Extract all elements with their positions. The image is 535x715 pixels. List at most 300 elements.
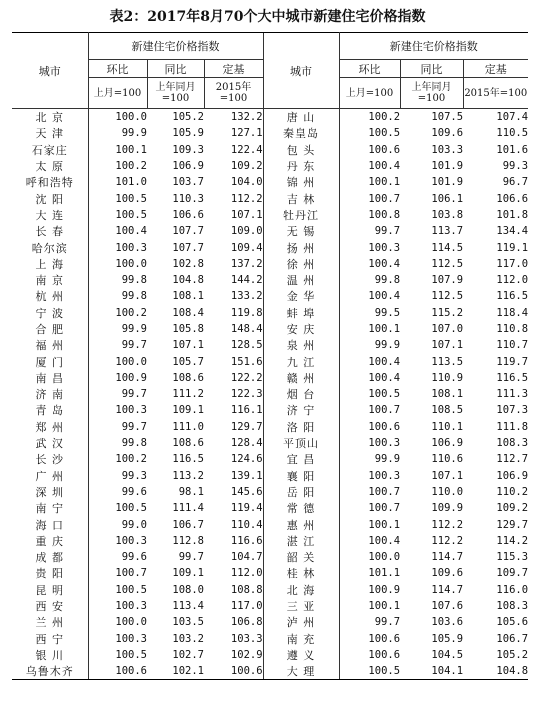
left-city-cell: 西 宁: [12, 631, 88, 647]
left-city-cell: 合 肥: [12, 321, 88, 337]
left-base-cell: 127.1: [230, 127, 263, 140]
right-mom-cell: 100.4: [368, 257, 401, 270]
left-yoy-cell: 108.0: [172, 583, 204, 596]
left-city-cell: 南 宁: [12, 500, 88, 516]
left-base-cell: 117.0: [230, 600, 263, 613]
right-mom-cell: 100.0: [368, 551, 401, 564]
table-row: [12, 516, 528, 532]
table-row: [12, 598, 528, 614]
left-base-cell: 116.1: [230, 404, 263, 417]
left-city-cell: 呼和浩特: [12, 174, 88, 190]
right-yoy-cell: 107.1: [431, 469, 464, 482]
left-mom-cell: 100.5: [115, 502, 147, 515]
right-yoy-cell: 109.6: [431, 567, 464, 580]
left-mom-cell: 100.5: [115, 583, 147, 596]
left-base-cell: 129.7: [230, 420, 263, 433]
right-city-cell: 烟 台: [263, 386, 339, 402]
table-row: [12, 321, 528, 337]
right-mom-cell: 100.7: [368, 404, 401, 417]
left-mom-cell: 100.6: [88, 663, 147, 680]
right-base-cell: 110.8: [496, 323, 529, 335]
left-yoy-cell: 105.9: [172, 127, 204, 140]
left-base-cell: 128.4: [230, 437, 263, 450]
table-row: [12, 582, 528, 598]
left-city-cell: 长 沙: [12, 451, 88, 467]
right-city-cell: 平顶山: [263, 435, 339, 451]
city-header-left: 城市: [12, 33, 88, 109]
left-mom-cell: 100.5: [115, 648, 147, 661]
left-city-cell: 银 川: [12, 647, 88, 663]
right-city-cell: 大 理: [263, 663, 339, 680]
left-yoy-cell: 105.8: [172, 323, 204, 335]
right-base-cell: 106.7: [496, 632, 529, 645]
right-mom-cell: 100.4: [368, 160, 401, 173]
fixed-base-right: 2015年=100: [463, 78, 528, 109]
left-city-cell: 福 州: [12, 337, 88, 353]
right-base-cell: 129.7: [496, 518, 529, 531]
left-city-cell: 贵 阳: [12, 565, 88, 581]
right-mom-cell: 100.4: [368, 355, 401, 368]
right-city-cell: 无 锡: [263, 223, 339, 239]
table-row: [12, 353, 528, 369]
left-base-cell: 104.0: [230, 176, 263, 189]
left-city-cell: 上 海: [12, 256, 88, 272]
right-yoy-cell: 110.6: [431, 453, 464, 466]
left-base-cell: 109.2: [230, 160, 263, 173]
left-yoy-cell: 105.7: [172, 355, 204, 368]
left-base-cell: 116.6: [230, 534, 263, 547]
left-city-cell: 南 京: [12, 272, 88, 288]
right-mom-cell: 99.7: [374, 225, 401, 238]
left-mom-cell: 100.3: [115, 241, 147, 254]
mom-base-right: 上月=100: [339, 78, 400, 109]
right-mom-cell: 100.6: [368, 420, 401, 433]
table-row: [12, 158, 528, 174]
table-row: [12, 435, 528, 451]
left-mom-cell: 100.0: [115, 111, 147, 124]
right-city-cell: 三 亚: [263, 598, 339, 614]
left-yoy-cell: 116.5: [172, 453, 204, 466]
right-mom-cell: 99.5: [374, 306, 401, 319]
right-base-cell: 119.7: [496, 355, 529, 368]
left-yoy-cell: 105.2: [172, 111, 204, 124]
right-base-cell: 101.8: [496, 208, 529, 221]
right-city-cell: 丹 东: [263, 158, 339, 174]
right-yoy-cell: 104.1: [400, 663, 463, 680]
right-mom-cell: 100.6: [368, 648, 401, 661]
left-yoy-cell: 102.1: [147, 663, 204, 680]
left-mom-cell: 99.6: [121, 485, 147, 498]
right-yoy-cell: 106.9: [431, 437, 464, 450]
right-base-cell: 108.3: [496, 600, 529, 613]
right-city-cell: 唐 山: [263, 109, 339, 126]
left-base-cell: 122.3: [230, 388, 263, 401]
left-mom-cell: 99.7: [121, 420, 147, 433]
right-yoy-cell: 115.2: [431, 306, 464, 319]
right-base-cell: 111.8: [496, 420, 529, 433]
left-base-cell: 100.6: [204, 663, 263, 680]
right-mom-cell: 100.1: [368, 600, 401, 613]
left-city-cell: 沈 阳: [12, 190, 88, 206]
right-yoy-cell: 113.5: [431, 355, 464, 368]
right-mom-cell: 100.3: [368, 241, 401, 254]
right-yoy-cell: 104.5: [431, 648, 464, 661]
right-city-cell: 扬 州: [263, 239, 339, 255]
left-city-cell: 西 安: [12, 598, 88, 614]
left-base-cell: 103.3: [230, 632, 263, 645]
left-yoy-cell: 98.1: [178, 485, 204, 498]
right-city-cell: 包 头: [263, 142, 339, 158]
left-base-cell: 106.8: [230, 616, 263, 629]
left-city-cell: 青 岛: [12, 402, 88, 418]
right-base-cell: 116.5: [496, 371, 529, 384]
left-yoy-cell: 109.3: [172, 143, 204, 156]
left-mom-cell: 100.0: [115, 355, 147, 368]
table-row: [12, 549, 528, 565]
price-index-table: [12, 32, 528, 680]
right-mom-cell: 100.7: [368, 192, 401, 205]
right-city-cell: 宜 昌: [263, 451, 339, 467]
left-yoy-cell: 107.7: [172, 241, 204, 254]
right-city-cell: 泉 州: [263, 337, 339, 353]
right-yoy-cell: 107.1: [431, 339, 464, 352]
left-base-cell: 104.7: [230, 551, 263, 564]
right-mom-cell: 100.3: [368, 469, 401, 482]
right-city-cell: 金 华: [263, 288, 339, 304]
left-yoy-cell: 104.8: [172, 274, 204, 287]
right-base-cell: 116.5: [496, 290, 529, 303]
left-mom-cell: 100.2: [115, 306, 147, 319]
left-yoy-cell: 112.8: [172, 534, 204, 547]
right-yoy-cell: 110.9: [431, 371, 464, 384]
left-mom-cell: 99.7: [121, 388, 147, 401]
right-yoy-cell: 103.8: [431, 208, 464, 221]
right-mom-cell: 100.3: [368, 437, 401, 450]
left-yoy-cell: 99.7: [178, 551, 204, 564]
right-mom-cell: 100.8: [368, 208, 401, 221]
right-city-cell: 牡丹江: [263, 207, 339, 223]
left-mom-cell: 99.8: [121, 274, 147, 287]
left-yoy-cell: 106.9: [172, 160, 204, 173]
left-yoy-cell: 102.8: [172, 257, 204, 270]
left-mom-cell: 99.3: [121, 469, 147, 482]
right-city-cell: 南 充: [263, 631, 339, 647]
left-yoy-cell: 106.7: [172, 518, 204, 531]
table-row: [12, 451, 528, 467]
table-row: [12, 533, 528, 549]
right-base-cell: 112.7: [496, 453, 529, 466]
left-base-cell: 102.9: [230, 648, 263, 661]
right-yoy-cell: 107.0: [431, 323, 464, 335]
right-yoy-cell: 110.0: [431, 485, 464, 498]
right-yoy-cell: 112.2: [431, 518, 464, 531]
right-city-cell: 湛 江: [263, 533, 339, 549]
right-base-cell: 117.0: [496, 257, 529, 270]
table-row: [12, 272, 528, 288]
right-yoy-cell: 108.5: [431, 404, 464, 417]
right-base-cell: 112.0: [496, 274, 529, 287]
left-city-cell: 南 昌: [12, 370, 88, 386]
left-city-cell: 乌鲁木齐: [12, 663, 88, 680]
left-mom-cell: 100.3: [115, 534, 147, 547]
left-city-cell: 太 原: [12, 158, 88, 174]
left-yoy-cell: 107.7: [172, 225, 204, 238]
table-row: [12, 631, 528, 647]
table-row: [12, 647, 528, 663]
left-city-cell: 天 津: [12, 125, 88, 141]
right-mom-cell: 100.4: [368, 371, 401, 384]
right-city-cell: 洛 阳: [263, 419, 339, 435]
right-yoy-cell: 109.9: [431, 502, 464, 515]
table-row: [12, 614, 528, 630]
right-mom-cell: 100.5: [368, 127, 401, 140]
left-city-cell: 昆 明: [12, 582, 88, 598]
left-yoy-cell: 110.3: [172, 192, 204, 205]
left-base-cell: 109.4: [230, 241, 263, 254]
right-yoy-cell: 108.1: [431, 388, 464, 401]
left-yoy-cell: 109.1: [172, 404, 204, 417]
right-base-cell: 104.8: [463, 663, 528, 680]
right-base-cell: 106.9: [496, 469, 529, 482]
right-city-cell: 锦 州: [263, 174, 339, 190]
right-yoy-cell: 114.7: [431, 583, 464, 596]
right-base-cell: 105.2: [496, 648, 529, 661]
right-mom-cell: 99.7: [374, 616, 401, 629]
right-yoy-cell: 113.7: [431, 225, 464, 238]
left-yoy-cell: 108.6: [172, 371, 204, 384]
right-mom-cell: 99.8: [374, 274, 401, 287]
left-mom-cell: 99.0: [121, 518, 147, 531]
left-city-cell: 成 都: [12, 549, 88, 565]
right-yoy-cell: 107.5: [431, 111, 464, 124]
right-city-cell: 岳 阳: [263, 484, 339, 500]
left-city-cell: 郑 州: [12, 419, 88, 435]
table-row: [12, 500, 528, 516]
right-mom-cell: 100.1: [368, 518, 401, 531]
table-row: [12, 663, 528, 680]
right-base-cell: 96.7: [502, 176, 529, 189]
right-mom-cell: 101.1: [368, 567, 401, 580]
right-base-cell: 105.6: [496, 616, 529, 629]
yoy-base-left: 上年同月=100: [147, 78, 204, 109]
yoy-header-right: 同比: [400, 60, 463, 78]
left-yoy-cell: 108.4: [172, 306, 204, 319]
table-row: [12, 386, 528, 402]
right-mom-cell: 100.5: [368, 388, 401, 401]
yoy-header-left: 同比: [147, 60, 204, 78]
left-mom-cell: 100.5: [115, 192, 147, 205]
left-yoy-cell: 103.5: [172, 616, 204, 629]
left-yoy-cell: 111.0: [172, 420, 204, 433]
table-row: [12, 190, 528, 206]
base-header-left: 定基: [204, 60, 263, 78]
right-city-cell: 襄 阳: [263, 468, 339, 484]
left-city-cell: 武 汉: [12, 435, 88, 451]
right-base-cell: 118.4: [496, 306, 529, 319]
left-base-cell: 122.4: [230, 143, 263, 156]
right-base-cell: 115.3: [496, 551, 529, 564]
left-base-cell: 128.5: [230, 339, 263, 352]
right-base-cell: 110.7: [496, 339, 529, 352]
right-yoy-cell: 101.9: [431, 176, 464, 189]
left-base-cell: 109.0: [230, 225, 263, 238]
left-city-cell: 宁 波: [12, 305, 88, 321]
table-row: [12, 468, 528, 484]
right-mom-cell: 100.1: [368, 176, 401, 189]
table-row: [12, 223, 528, 239]
left-base-cell: 108.8: [230, 583, 263, 596]
right-mom-cell: 100.1: [368, 323, 401, 335]
left-city-cell: 兰 州: [12, 614, 88, 630]
left-mom-cell: 100.4: [115, 225, 147, 238]
left-yoy-cell: 108.1: [172, 290, 204, 303]
left-mom-cell: 100.7: [115, 567, 147, 580]
yoy-base-right: 上年同月=100: [400, 78, 463, 109]
right-city-cell: 秦皇岛: [263, 125, 339, 141]
right-city-cell: 徐 州: [263, 256, 339, 272]
right-city-cell: 赣 州: [263, 370, 339, 386]
left-yoy-cell: 113.2: [172, 469, 204, 482]
left-base-cell: 107.1: [230, 208, 263, 221]
left-yoy-cell: 113.4: [172, 600, 204, 613]
right-base-cell: 106.6: [496, 192, 529, 205]
left-mom-cell: 100.3: [115, 404, 147, 417]
right-base-cell: 111.3: [496, 388, 529, 401]
right-yoy-cell: 109.6: [431, 127, 464, 140]
table-row: [12, 174, 528, 190]
right-city-cell: 北 海: [263, 582, 339, 598]
right-base-cell: 107.3: [496, 404, 529, 417]
left-city-cell: 哈尔滨: [12, 239, 88, 255]
table-row: [12, 402, 528, 418]
left-base-cell: 132.2: [230, 111, 263, 124]
right-base-cell: 99.3: [502, 160, 529, 173]
left-base-cell: 122.2: [230, 371, 263, 384]
left-base-cell: 145.6: [230, 485, 263, 498]
table-row: [12, 419, 528, 435]
left-mom-cell: 100.0: [115, 257, 147, 270]
right-base-cell: 109.2: [496, 502, 529, 515]
table-row: [12, 370, 528, 386]
right-yoy-cell: 114.5: [431, 241, 464, 254]
right-yoy-cell: 110.1: [431, 420, 464, 433]
left-mom-cell: 99.7: [121, 339, 147, 352]
left-base-cell: 110.4: [230, 518, 263, 531]
right-city-cell: 桂 林: [263, 565, 339, 581]
left-mom-cell: 100.5: [115, 208, 147, 221]
left-base-cell: 137.2: [230, 257, 263, 270]
city-header-right: 城市: [263, 33, 339, 109]
right-city-cell: 九 江: [263, 353, 339, 369]
table-row: [12, 484, 528, 500]
table-row: [12, 305, 528, 321]
table-row: [12, 256, 528, 272]
right-base-cell: 110.5: [496, 127, 529, 140]
right-city-cell: 遵 义: [263, 647, 339, 663]
left-mom-cell: 100.1: [115, 143, 147, 156]
right-base-cell: 114.2: [496, 534, 529, 547]
right-yoy-cell: 101.9: [431, 160, 464, 173]
fixed-base-left: 2015年=100: [204, 78, 263, 109]
left-yoy-cell: 109.1: [172, 567, 204, 580]
base-header-right: 定基: [463, 60, 528, 78]
left-mom-cell: 101.0: [115, 176, 147, 189]
right-mom-cell: 100.7: [368, 502, 401, 515]
right-mom-cell: 100.5: [339, 663, 400, 680]
left-mom-cell: 100.0: [115, 616, 147, 629]
left-base-cell: 144.2: [230, 274, 263, 287]
left-base-cell: 124.6: [230, 453, 263, 466]
left-mom-cell: 99.6: [121, 551, 147, 564]
table-row: [12, 142, 528, 158]
right-city-cell: 惠 州: [263, 516, 339, 532]
right-base-cell: 134.4: [496, 225, 529, 238]
table-row: [12, 239, 528, 255]
right-mom-cell: 100.9: [368, 583, 401, 596]
left-yoy-cell: 103.7: [172, 176, 204, 189]
left-city-cell: 厦 门: [12, 353, 88, 369]
right-base-cell: 101.6: [496, 143, 529, 156]
right-yoy-cell: 106.1: [431, 192, 464, 205]
table-row: [12, 337, 528, 353]
left-mom-cell: 99.8: [121, 437, 147, 450]
left-mom-cell: 99.9: [121, 127, 147, 140]
left-mom-cell: 100.2: [115, 453, 147, 466]
right-mom-cell: 100.7: [368, 485, 401, 498]
table-title: 表2：2017年8月70个大中城市新建住宅价格指数: [109, 9, 426, 25]
left-mom-cell: 100.2: [115, 160, 147, 173]
right-city-cell: 吉 林: [263, 190, 339, 206]
right-city-cell: 济 宁: [263, 402, 339, 418]
left-mom-cell: 99.9: [121, 323, 147, 335]
left-base-cell: 112.2: [230, 192, 263, 205]
left-base-cell: 148.4: [230, 323, 263, 335]
right-yoy-cell: 112.2: [431, 534, 464, 547]
left-city-cell: 深 圳: [12, 484, 88, 500]
left-city-cell: 石家庄: [12, 142, 88, 158]
right-city-cell: 泸 州: [263, 614, 339, 630]
left-city-cell: 大 连: [12, 207, 88, 223]
mom-base-left: 上月=100: [88, 78, 147, 109]
group-header-right: 新建住宅价格指数: [339, 33, 528, 60]
left-city-cell: 海 口: [12, 516, 88, 532]
right-base-cell: 109.7: [496, 567, 529, 580]
right-mom-cell: 99.9: [374, 339, 401, 352]
left-yoy-cell: 106.6: [172, 208, 204, 221]
left-mom-cell: 100.9: [115, 371, 147, 384]
table-row: [12, 565, 528, 581]
right-mom-cell: 100.6: [368, 143, 401, 156]
left-yoy-cell: 111.4: [172, 502, 204, 515]
left-city-cell: 济 南: [12, 386, 88, 402]
right-mom-cell: 100.4: [368, 534, 401, 547]
mom-header-right: 环比: [339, 60, 400, 78]
right-yoy-cell: 105.9: [431, 632, 464, 645]
right-mom-cell: 100.2: [368, 111, 401, 124]
table-row: [12, 288, 528, 304]
left-city-cell: 广 州: [12, 468, 88, 484]
right-city-cell: 安 庆: [263, 321, 339, 337]
right-yoy-cell: 103.3: [431, 143, 464, 156]
right-city-cell: 温 州: [263, 272, 339, 288]
left-city-cell: 北 京: [12, 109, 88, 126]
table-row: [12, 109, 528, 126]
right-city-cell: 韶 关: [263, 549, 339, 565]
right-city-cell: 蚌 埠: [263, 305, 339, 321]
left-base-cell: 112.0: [230, 567, 263, 580]
right-yoy-cell: 114.7: [431, 551, 464, 564]
left-base-cell: 133.2: [230, 290, 263, 303]
